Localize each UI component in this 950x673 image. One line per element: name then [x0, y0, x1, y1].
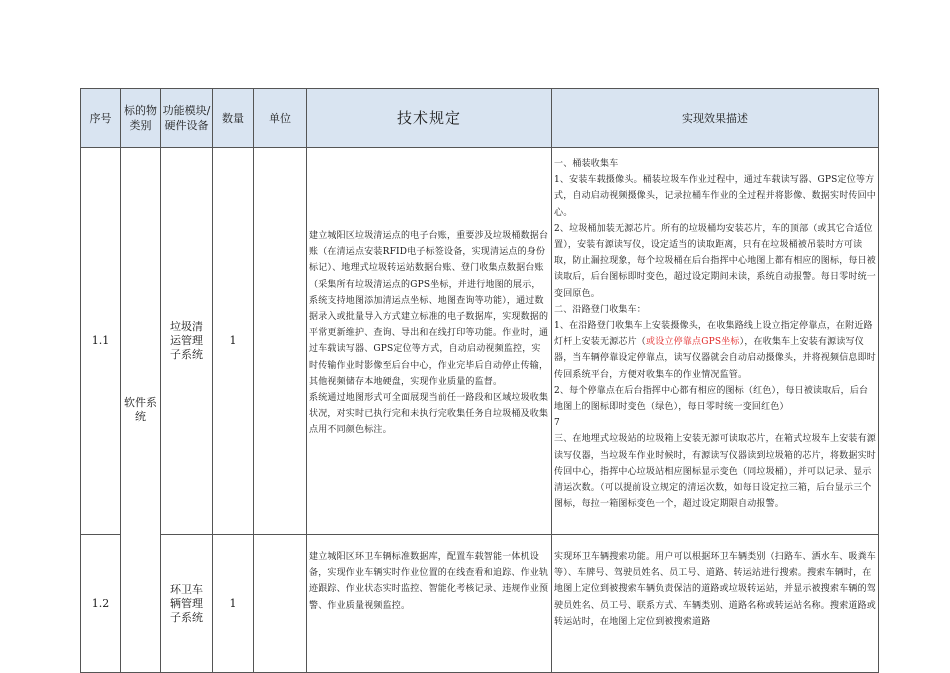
header-module	[160, 88, 213, 148]
effect-paragraph: 三、在地埋式垃圾站的垃圾箱上安装无源可读取芯片，在箱式垃圾车上安装有源读写仪器，当垃圾车作业时候时，有源读写仪器读到垃圾箱的芯片，将数据实时传回中心，指挥中心垃圾站相应图标显示变色（同垃圾桶），并可以记录、显示清运次数。（可以提前设立规定的清运次数，如每日设定拉三箱，后台显示三个图标，每拉一箱图标变色一个，超过设定期限自动报警。	[554, 434, 877, 510]
effect-paragraph: 1、安装车载摄像头。桶装垃圾车作业过程中，通过车载读写器、GPS定位等方式，自动启动视频摄像头，记录拉桶车作业的全过程并将影像、数据实时传回中心。	[554, 175, 877, 218]
row-1-no	[80, 147, 121, 535]
header-effect-label: 实现效果描述	[682, 111, 748, 125]
row-1-qty-label: 1	[229, 334, 237, 347]
header-qty-label: 数量	[222, 111, 244, 125]
row-2-qty-label: 1	[229, 596, 237, 610]
effect-paragraph: 2、每个停靠点在后台指挥中心都有相应的图标（红色），每日被读取后，后台地图上的图标即时变色（绿色），每日零时统一变回红色）	[554, 385, 869, 413]
row-1-spec	[306, 147, 552, 535]
header-spec-label: 技术规定	[396, 108, 461, 127]
spec-table	[80, 88, 940, 672]
category-cell	[120, 147, 161, 673]
effect-text: ），在收集车上安装有源读写仪器，当车辆停靠设定停靠点，读写仪器就会自动启动摄像头，并将视频信息即时传回系统平台，方便对收集车的作业情况监管。	[554, 337, 877, 380]
row-2-module	[160, 534, 213, 673]
category-label: 软件系统	[124, 396, 157, 423]
row-1-spec-paragraph: 建立城阳区垃圾清运点的电子台账，重要涉及垃圾桶数据台账（在清运点安装RFID电子标签设备，实现清运点的身份标记）、地理式垃圾转运站数据台账、登门收集点数据台账（采集所有垃圾清运点的GPS坐标，并进行地图的展示，系统支持地图添加清运点坐标、地图查询等功能），通过数据录入或批量导入方式建立标准的电子数据库，实现数据的平常更新维护、查询、导出和在线打印等功能。作业时，通过车载读写器、GPS定位等方式，自动启动视频监控，实时传输作业时影像至后台中心，作业完毕后自动停止传输，其他视频储存本地硬盘，实现作业质量的监督。	[309, 231, 549, 387]
row-1-module	[160, 147, 213, 535]
effect-paragraph: 2、垃圾桶加装无源芯片。所有的垃圾桶均安装芯片，车的顶部（或其它合适位置），安装有源读写仪，设定适当的读取距离，只有在垃圾桶被吊装时方可读取，防止漏拉现象，每个垃圾桶在后台指挥中心地图上都有相应的图标，每日被读取后，后台图标即时变色，超过设定期间未读，系统自动报警。每日零时统一变回原色。	[554, 223, 877, 299]
row-2-effect	[551, 534, 879, 673]
row-1-module-label: 垃圾清运管理子系统	[170, 320, 203, 361]
header-unit	[253, 88, 307, 148]
row-2-module-label: 环卫车辆管理子系统	[170, 582, 203, 624]
header-effect	[551, 88, 879, 148]
row-1-qty	[212, 147, 254, 535]
effect-paragraph	[554, 318, 876, 383]
effect-paragraph: 7	[554, 418, 560, 429]
row-2-no-label: 1.2	[91, 596, 110, 610]
effect-highlight: 或设立停靠点GPS坐标	[646, 337, 740, 348]
row-1-no-label: 1.1	[91, 334, 110, 347]
row-2-spec	[306, 534, 552, 673]
effect-heading: 一、桶装收集车	[554, 159, 619, 169]
header-no-label: 序号	[89, 111, 112, 125]
effect-paragraph: 实现环卫车辆搜索功能。用户可以根据环卫车辆类别（扫路车、洒水车、吸粪车等）、车牌号、驾驶员姓名、员工号、道路、转运站进行搜索。搜索车辆时，在地图上定位到被搜索车辆负责保洁的道路或垃圾转运站，并显示被搜索车辆的驾驶员姓名、员工号、联系方式、车辆类别、道路名称或转运站名称。搜索道路或转运站时，在地图上定位到被搜索道路	[554, 552, 877, 627]
effect-text: 1、在沿路登门收集车上安装摄像头，在收集路线上设立指定停靠点，在附近路灯杆上安装无源芯片（	[554, 321, 873, 348]
row-1-effect	[551, 147, 879, 535]
header-category	[120, 88, 161, 148]
effect-heading: 二、沿路登门收集车：	[554, 304, 647, 315]
header-unit-label: 单位	[269, 111, 291, 125]
header-spec	[306, 88, 552, 148]
header-no	[80, 88, 121, 148]
row-2-unit	[253, 534, 307, 673]
header-category-label: 标的物类别	[124, 104, 157, 132]
row-1-spec-paragraph: 系统通过地图形式可全面展现当前任一路段和区域垃圾收集状况，对实时已执行完和未执行完收集任务自垃圾桶及收集点用不同颜色标注。	[309, 393, 549, 436]
header-qty	[212, 88, 254, 148]
row-2-qty	[212, 534, 254, 673]
row-2-no	[80, 534, 121, 673]
row-1-unit	[253, 147, 307, 535]
header-module-label: 功能模块/硬件设备	[162, 104, 211, 132]
row-2-spec-paragraph: 建立城阳区环卫车辆标准数据库，配置车载智能一体机设备，实现作业车辆实时作业位置的在线查看和追踪、作业轨迹跟踪、作业状态实时监控、智能化考核记录、违规作业预警、作业质量视频监控。	[309, 552, 549, 611]
